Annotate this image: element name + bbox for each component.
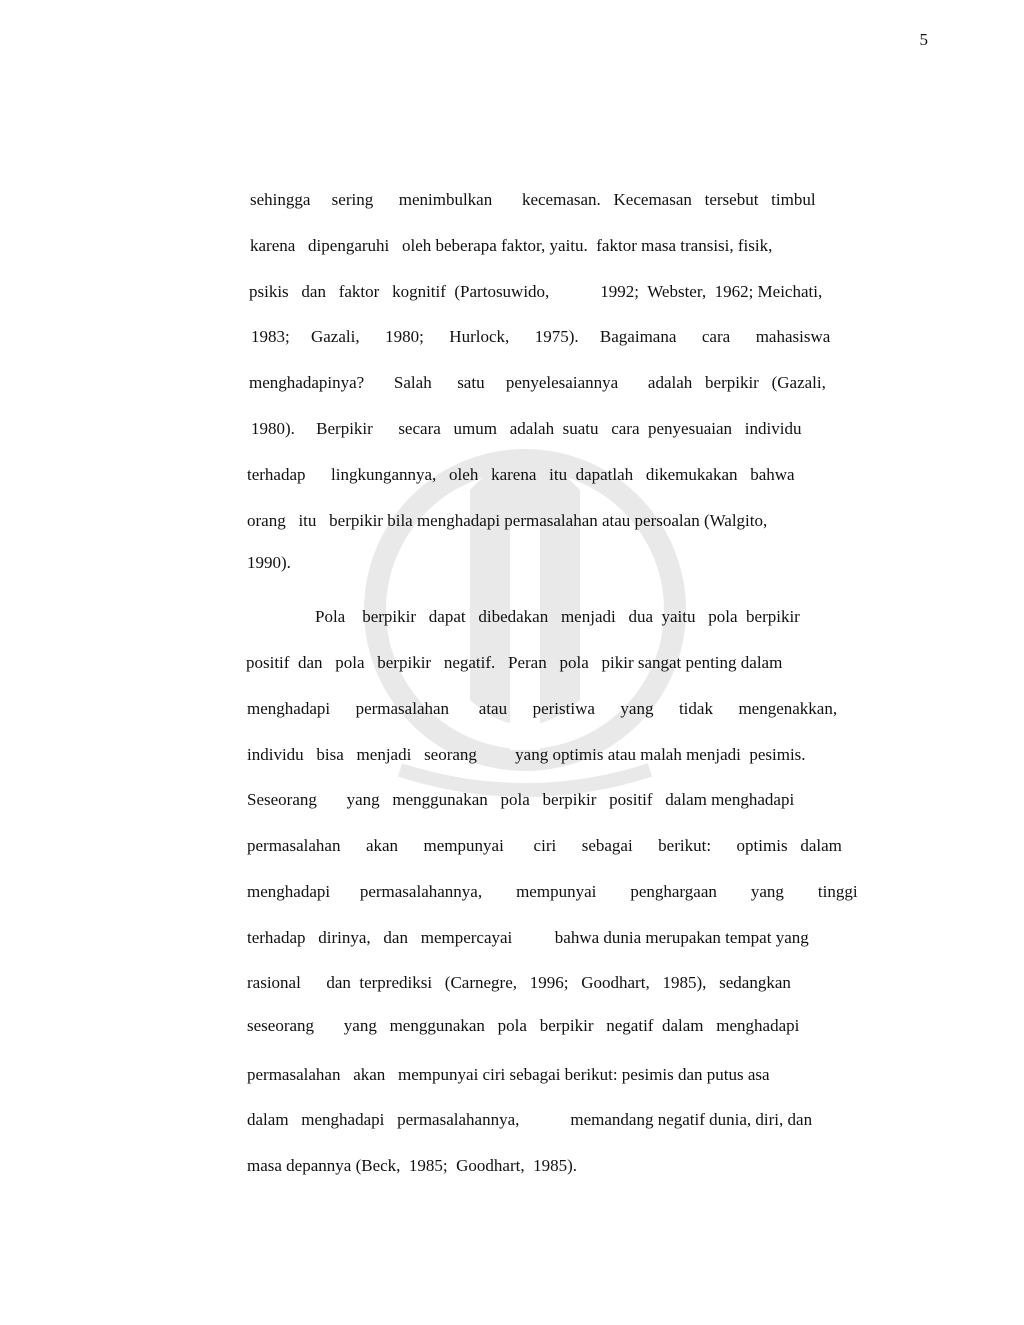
- text-line-4: 1983; Gazali, 1980; Hurlock, 1975). Bagaimana cara mahasiswa: [251, 327, 831, 346]
- text-line-6: 1980). Berpikir secara umum adalah suatu cara penyesuaian individu: [251, 419, 802, 438]
- text-line-20: permasalahan akan mempunyai ciri sebagai berikut: pesimis dan putus asa: [247, 1065, 770, 1084]
- text-line-7: terhadap lingkungannya, oleh karena itu dapatlah dikemukakan bahwa: [247, 465, 795, 484]
- text-line-1: sehingga sering menimbulkan kecemasan. Kecemasan tersebut timbul: [250, 190, 816, 209]
- text-line-10: Pola berpikir dapat dibedakan menjadi dua yaitu pola berpikir: [315, 607, 800, 626]
- text-line-17: terhadap dirinya, dan mempercayai bahwa dunia merupakan tempat yang: [247, 928, 809, 947]
- text-line-3: psikis dan faktor kognitif (Partosuwido, 1992; Webster, 1962; Meichati,: [249, 282, 823, 301]
- text-line-22: masa depannya (Beck, 1985; Goodhart, 1985).: [247, 1156, 577, 1175]
- text-line-9: 1990).: [247, 553, 291, 572]
- text-line-5: menghadapinya? Salah satu penyelesaiannya adalah berpikir (Gazali,: [249, 373, 826, 392]
- text-line-18: rasional dan terprediksi (Carnegre, 1996; Goodhart, 1985), sedangkan: [247, 973, 791, 992]
- text-line-2: karena dipengaruhi oleh beberapa faktor, yaitu. faktor masa transisi, fisik,: [250, 236, 773, 255]
- text-line-11: positif dan pola berpikir negatif. Peran pola pikir sangat penting dalam: [246, 653, 783, 672]
- text-line-12: menghadapi permasalahan atau peristiwa yang tidak mengenakkan,: [247, 699, 838, 718]
- text-line-21: dalam menghadapi permasalahannya, memandang negatif dunia, diri, dan: [247, 1110, 813, 1129]
- text-line-19: seseorang yang menggunakan pola berpikir negatif dalam menghadapi: [247, 1016, 800, 1035]
- page-number: 5: [919, 30, 928, 49]
- text-line-14: Seseorang yang menggunakan pola berpikir positif dalam menghadapi: [247, 790, 795, 809]
- text-line-13: individu bisa menjadi seorang yang optimis atau malah menjadi pesimis.: [247, 745, 806, 764]
- text-line-8: orang itu berpikir bila menghadapi permasalahan atau persoalan (Walgito,: [247, 511, 768, 530]
- text-line-15: permasalahan akan mempunyai ciri sebagai berikut: optimis dalam: [247, 836, 842, 855]
- text-line-16: menghadapi permasalahannya, mempunyai penghargaan yang tinggi: [247, 882, 858, 901]
